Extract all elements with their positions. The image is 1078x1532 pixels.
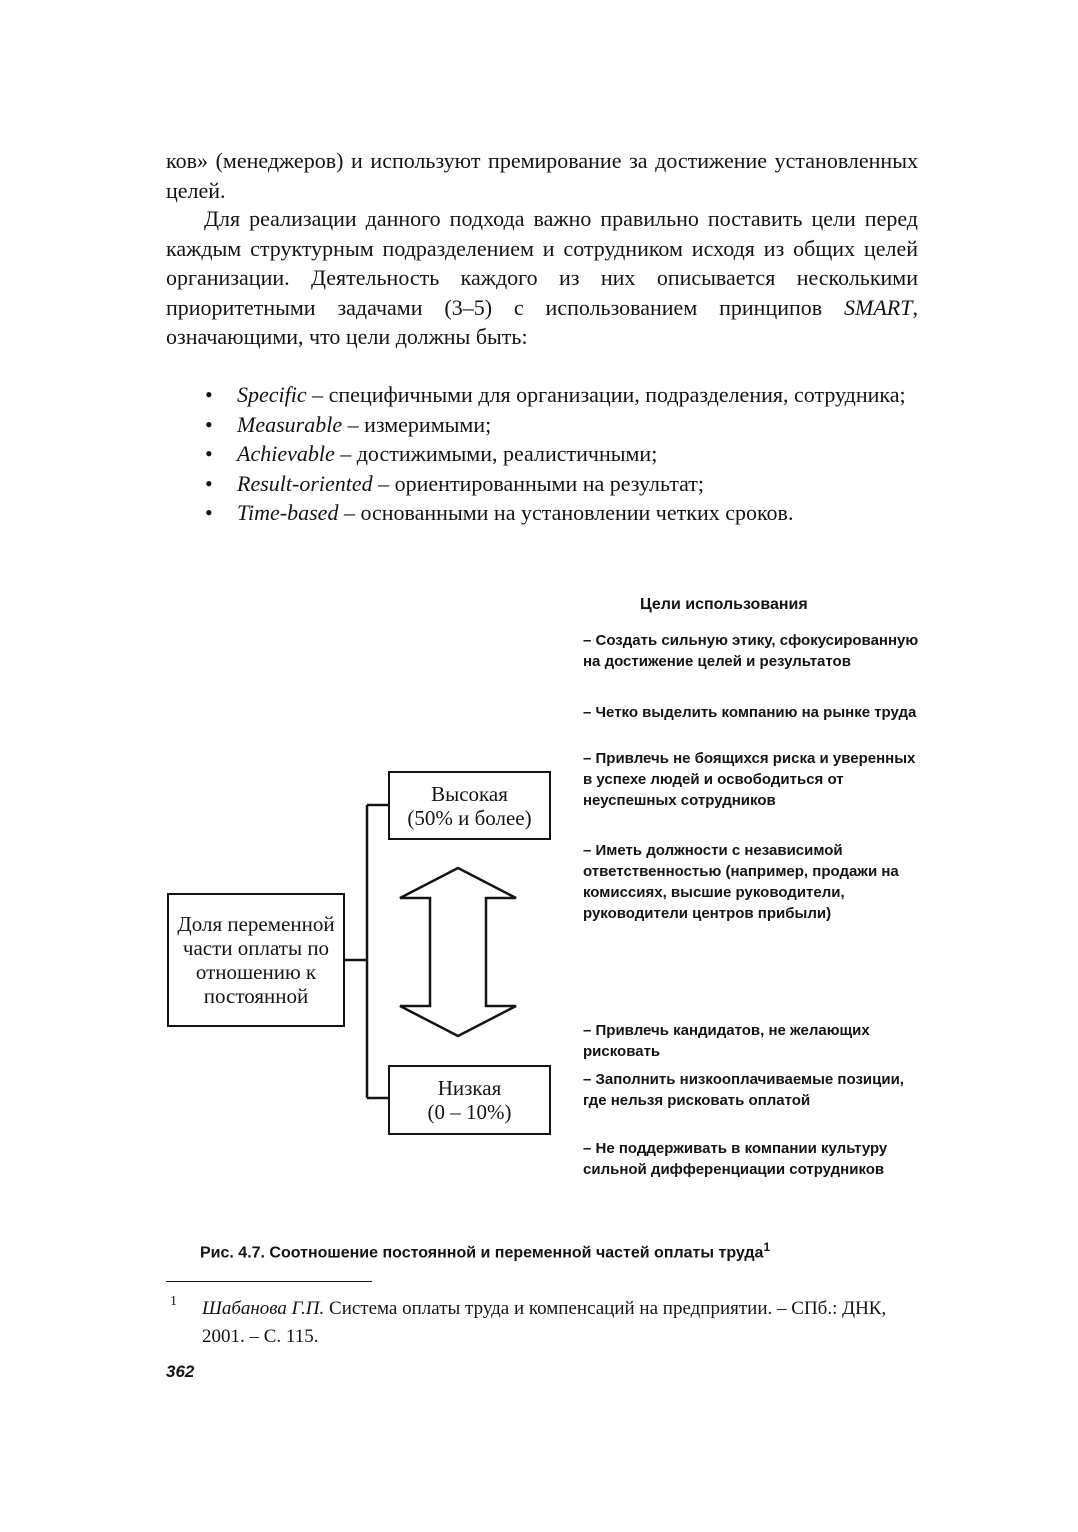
footnote-author: Шабанова Г.П. [202, 1298, 325, 1319]
paragraph-continuation: ков» (менеджеров) и используют премирование за достижение установленных целей. [166, 148, 918, 203]
caption-footnote-mark: 1 [763, 1240, 771, 1254]
goals-title: Цели использования [640, 596, 808, 613]
paragraph-text: Для реализации данного подхода важно правильно поставить цели перед каждым структурным подразделением и сотрудником исходя из общих целей организации. Деятельность каждого из них описывается несколькими приоритетными задачами (3–5) с использованием принципов [166, 206, 918, 320]
footnote-mark: 1 [170, 1294, 177, 1309]
low-goal: – Привлечь кандидатов, не желающих рисковать [583, 1022, 870, 1060]
footnote [202, 1295, 920, 1351]
list-item-term: Specific [237, 382, 307, 407]
smart-term: SMART [844, 294, 913, 320]
low-box [388, 1065, 551, 1135]
low-goal: – Не поддерживать в компании культуру сильной дифференциации сотрудников [583, 1140, 888, 1178]
high-goal: – Привлечь не боящихся риска и уверенных в успехе людей и освободиться от неуспешных сотрудников [583, 750, 916, 809]
high-goal: – Четко выделить компанию на рынке труда [583, 704, 917, 721]
list-item-text: – специфичными для организации, подразделения, сотрудника; [306, 382, 906, 407]
list-item-term: Achievable [237, 441, 335, 466]
list-item-text: – измеримыми; [342, 411, 492, 437]
list-item-term: Measurable [237, 411, 343, 437]
footnote-text: Система оплаты труда и компенсаций на предприятии. – СПб.: ДНК, 2001. – С. 115. [202, 1298, 887, 1347]
high-goal: – Иметь должности с независимой ответственностью (например, продажи на комиссиях, высшие руководители, руководители центров прибыли) [583, 842, 899, 922]
high-box-label: Высокая [431, 781, 508, 806]
list-item-text: – достижимыми, реалистичными; [334, 441, 658, 466]
paragraph-text-end: , означающими, что цели должны быть: [166, 294, 918, 349]
low-box-label: Низкая [437, 1076, 502, 1100]
share-box-label: Доля переменной части оплаты по отношению к постоянной [177, 912, 335, 1008]
share-box [167, 893, 345, 1027]
double-arrow-icon [400, 868, 516, 1036]
high-box-range: (50% и более) [407, 805, 532, 830]
list-item-term: Time-based [237, 500, 339, 525]
list-item-text: – ориентированными на результат; [372, 470, 705, 496]
high-goal: – Создать сильную этику, сфокусированную на достижение целей и результатов [583, 632, 919, 670]
low-goal: – Заполнить низкооплачиваемые позиции, где нельзя рисковать оплатой [583, 1071, 904, 1109]
high-box [388, 771, 551, 840]
caption-text: Рис. 4.7. Соотношение постоянной и переменной частей оплаты труда [200, 1244, 764, 1262]
figure-caption [200, 1240, 770, 1262]
list-item-term: Result-oriented [237, 470, 373, 496]
list-item-text: – основанными на установлении четких сроков. [338, 500, 794, 525]
page-number: 362 [166, 1362, 195, 1381]
footnote-divider [166, 1281, 372, 1282]
low-box-range: (0 – 10%) [427, 1100, 512, 1124]
